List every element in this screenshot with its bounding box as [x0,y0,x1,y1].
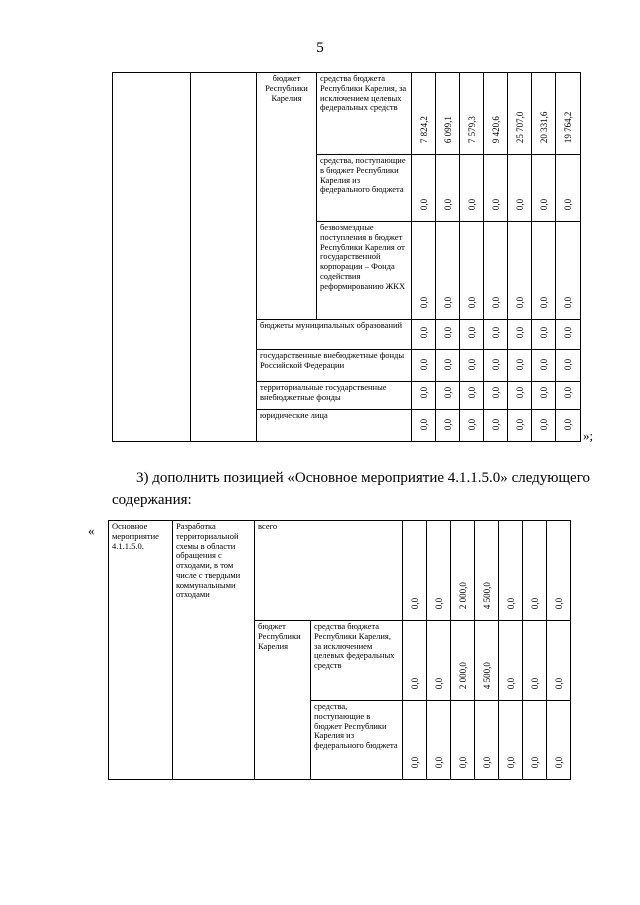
funding-source: безвозмездные поступления в бюджет Республики Карелия от государственной корпорации – Фонда содействия реформированию ЖКХ [317,222,412,320]
funding-source: средства, поступающие в бюджет Республики Карелия из федерального бюджета [311,701,403,780]
value-cell: 0,0 [475,701,499,780]
value-cell: 0,0 [460,222,484,320]
value-cell: 0,0 [412,350,436,382]
total-label: всего [255,521,403,621]
funding-source: средства бюджета Республики Карелия, за исключением целевых федеральных средств [311,621,403,701]
value-cell: 0,0 [499,701,523,780]
value-cell: 0,0 [547,621,571,701]
value-cell: 25 707,0 [508,73,532,155]
value-cell: 0,0 [547,701,571,780]
value-cell: 2 000,0 [451,621,475,701]
empty-cell-name [191,73,257,442]
opening-quote: « [88,523,95,538]
value-cell: 0,0 [532,320,556,350]
value-cell: 0,0 [499,621,523,701]
value-cell: 0,0 [427,621,451,701]
value-cell: 0,0 [436,410,460,442]
budget-label: бюджет Республики Карелия [255,621,311,780]
value-cell: 0,0 [484,320,508,350]
value-cell: 0,0 [460,410,484,442]
value-cell: 0,0 [532,350,556,382]
funding-source: государственные внебюджетные фонды Российской Федерации [257,350,412,382]
value-cell: 0,0 [556,320,581,350]
value-cell: 0,0 [412,155,436,222]
value-cell: 4 500,0 [475,621,499,701]
value-cell: 0,0 [532,222,556,320]
value-cell: 0,0 [403,701,427,780]
value-cell: 4 500,0 [475,521,499,621]
value-cell: 0,0 [436,350,460,382]
page-number: 5 [316,40,324,56]
value-cell: 0,0 [436,155,460,222]
empty-cell-activity [113,73,191,442]
value-cell: 0,0 [484,410,508,442]
funding-table-continued [112,72,581,442]
value-cell: 0,0 [523,621,547,701]
value-cell: 0,0 [556,350,581,382]
value-cell: 0,0 [460,350,484,382]
value-cell: 0,0 [412,320,436,350]
value-cell: 19 764,2 [556,73,581,155]
value-cell: 0,0 [556,222,581,320]
value-cell: 0,0 [532,410,556,442]
value-cell: 0,0 [484,350,508,382]
value-cell: 0,0 [556,410,581,442]
value-cell: 0,0 [556,155,581,222]
funding-source: бюджеты муниципальных образований [257,320,412,350]
value-cell: 0,0 [556,382,581,410]
value-cell: 0,0 [508,382,532,410]
value-cell: 0,0 [460,382,484,410]
activity-name: Разработка территориальной схемы в области обращения с отходами, в том числе с твердыми коммунальными отходами [173,521,255,780]
value-cell: 0,0 [451,701,475,780]
value-cell: 0,0 [484,382,508,410]
value-cell: 0,0 [403,521,427,621]
value-cell: 0,0 [436,382,460,410]
value-cell: 0,0 [532,382,556,410]
value-cell: 0,0 [412,382,436,410]
value-cell: 0,0 [523,521,547,621]
funding-source: юридические лица [257,410,412,442]
value-cell: 0,0 [436,320,460,350]
value-cell: 0,0 [412,222,436,320]
value-cell: 20 331,6 [532,73,556,155]
closing-quote: »; [583,428,594,443]
value-cell: 0,0 [508,350,532,382]
value-cell: 0,0 [508,222,532,320]
value-cell: 0,0 [436,222,460,320]
funding-table-new-activity [108,520,571,780]
value-cell: 6 099,1 [436,73,460,155]
value-cell: 0,0 [508,155,532,222]
funding-source: средства бюджета Республики Карелия, за исключением целевых федеральных средств [317,73,412,155]
value-cell: 0,0 [403,621,427,701]
value-cell: 0,0 [508,320,532,350]
value-cell: 0,0 [460,320,484,350]
value-cell: 0,0 [427,701,451,780]
value-cell: 7 824,2 [412,73,436,155]
table-row [113,73,581,155]
value-cell: 0,0 [427,521,451,621]
value-cell: 9 420,6 [484,73,508,155]
activity-number: Основное мероприятие 4.1.1.5.0. [109,521,173,780]
value-cell: 0,0 [499,521,523,621]
budget-label: бюджет Республики Карелия [257,73,317,320]
funding-source: территориальные государственные внебюджетные фонды [257,382,412,410]
value-cell: 0,0 [532,155,556,222]
value-cell: 0,0 [508,410,532,442]
value-cell: 2 000,0 [451,521,475,621]
value-cell: 0,0 [460,155,484,222]
value-cell: 0,0 [523,701,547,780]
value-cell: 0,0 [412,410,436,442]
amendment-paragraph: 3) дополнить позицией «Основное мероприятие 4.1.1.5.0» следующего содержания: [112,470,590,508]
funding-source: средства, поступающие в бюджет Республики Карелия из федерального бюджета [317,155,412,222]
value-cell: 7 579,3 [460,73,484,155]
value-cell: 0,0 [484,155,508,222]
table-row [109,521,571,621]
value-cell: 0,0 [547,521,571,621]
value-cell: 0,0 [484,222,508,320]
